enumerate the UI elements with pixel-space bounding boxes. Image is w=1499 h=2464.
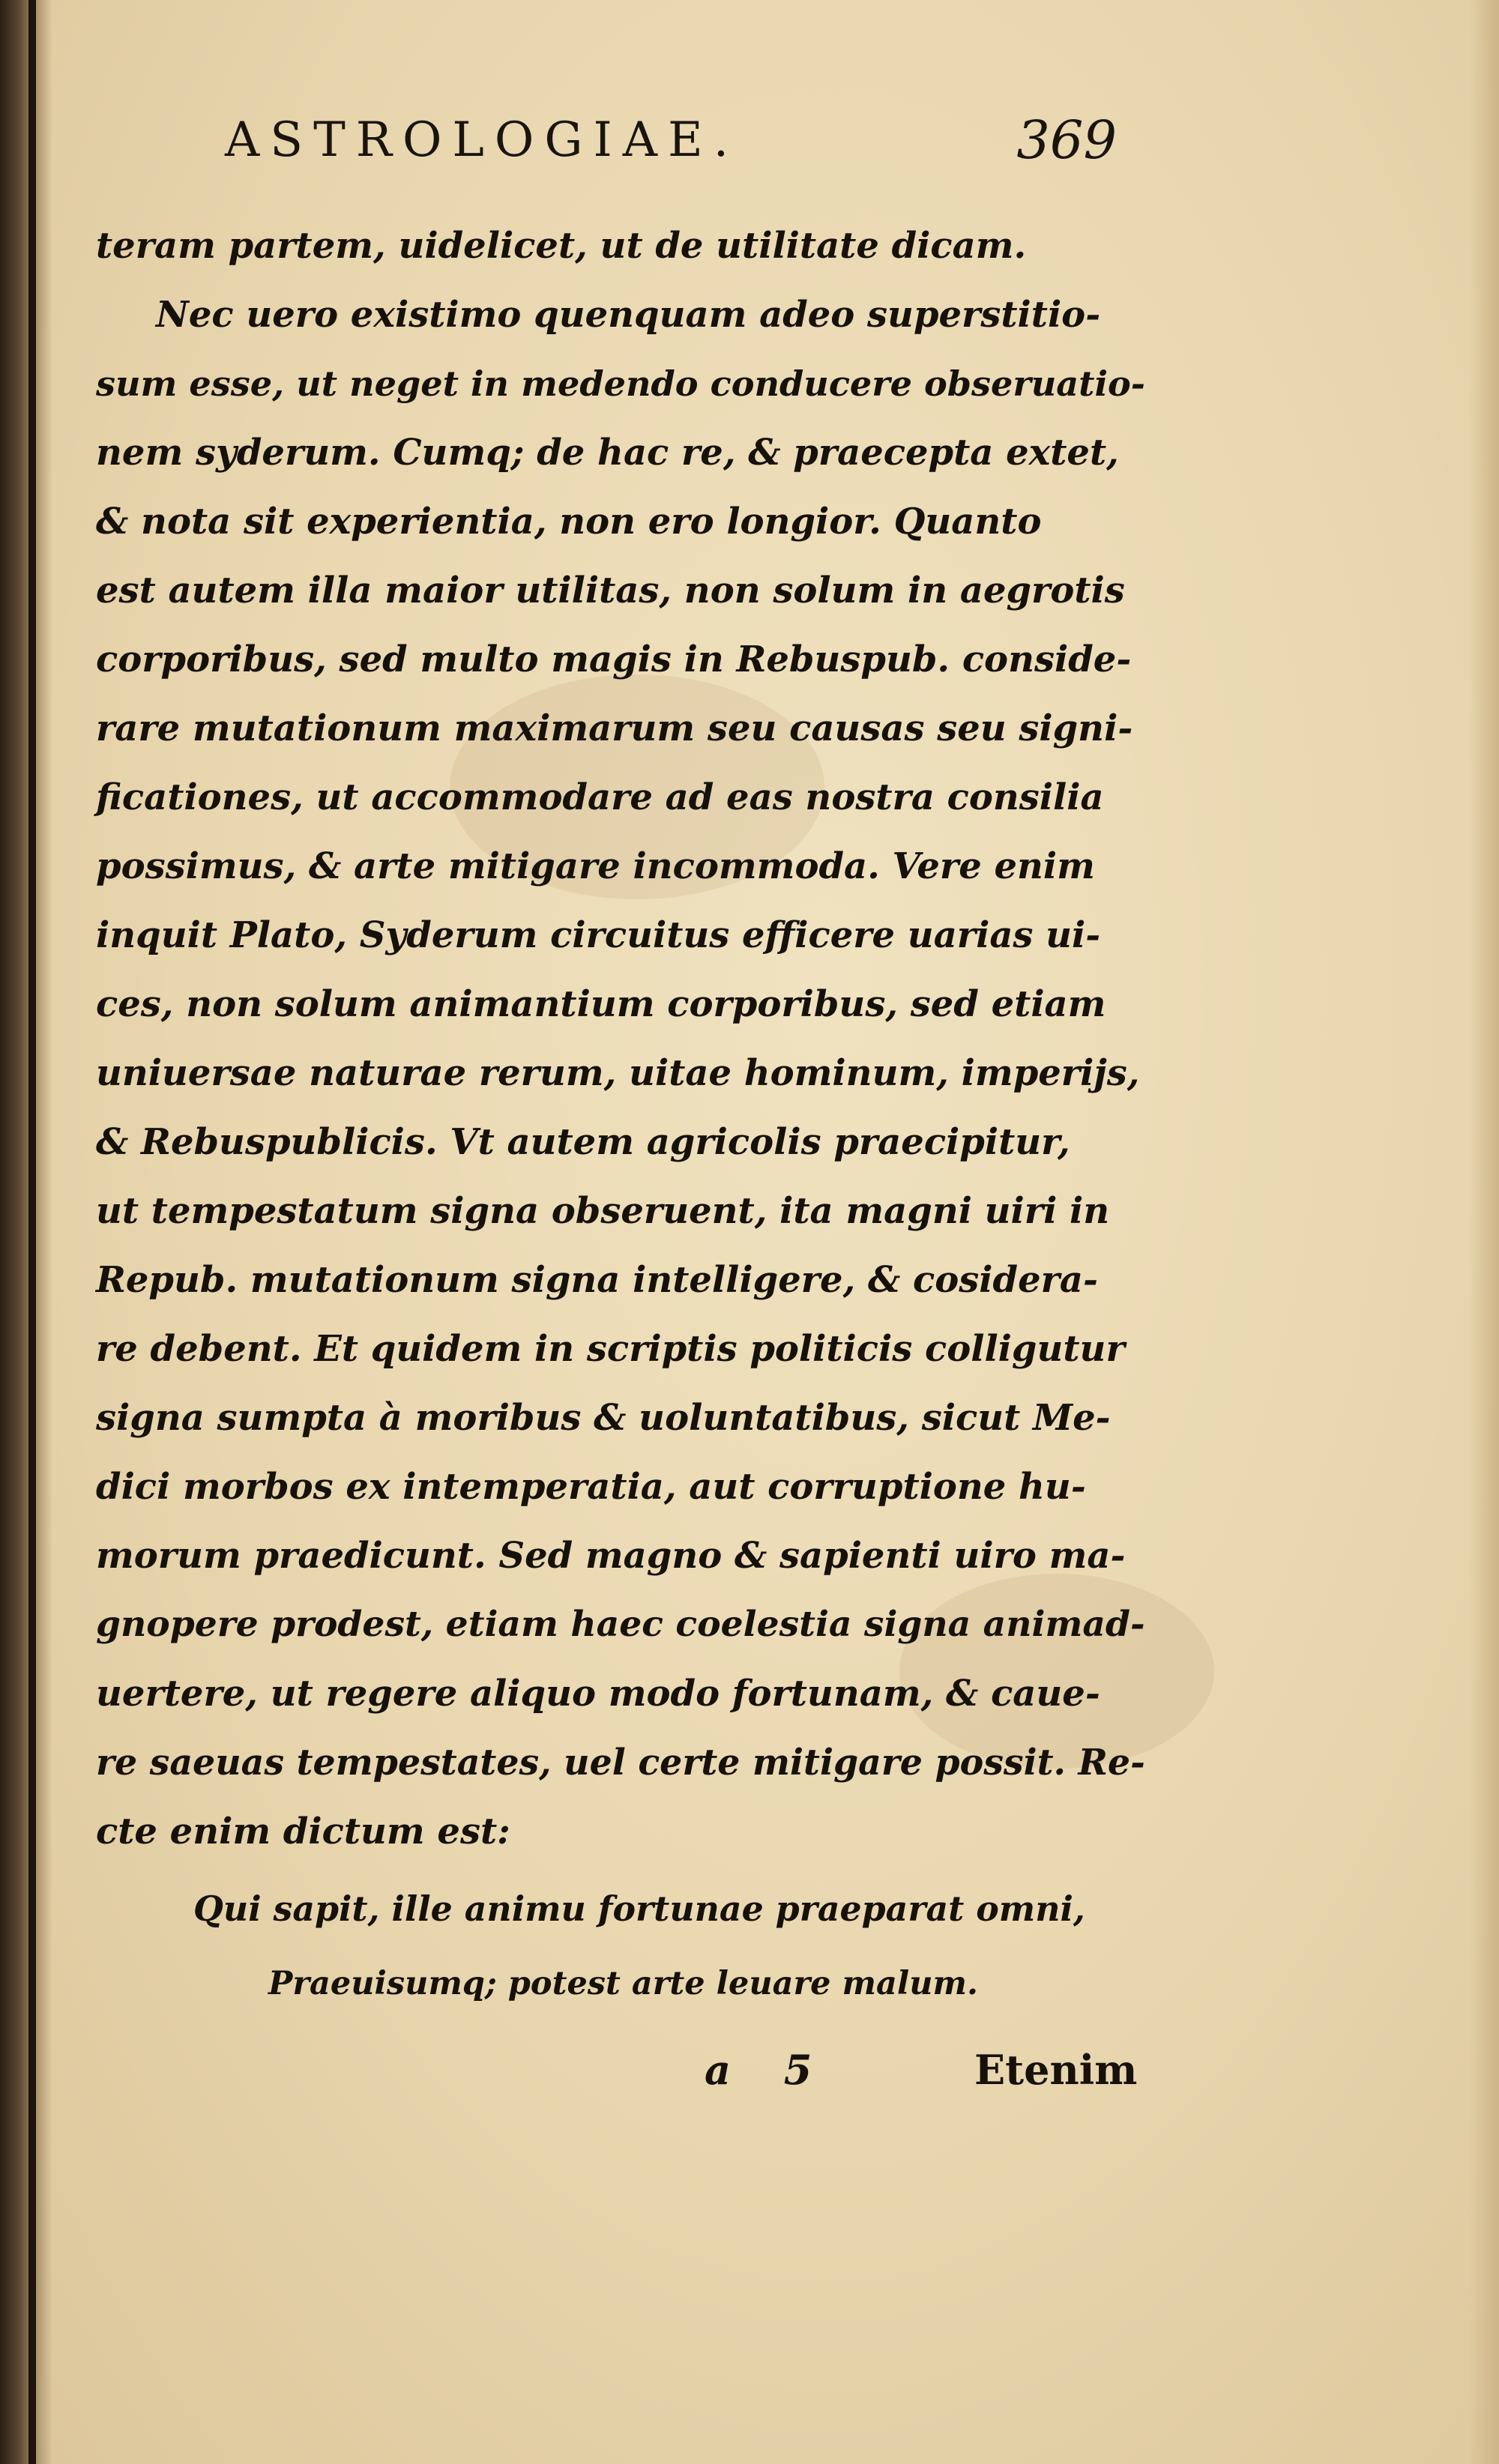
binding-gutter	[0, 0, 52, 2464]
text-line: signa sumpta à moribus & uoluntatibus, sicut Me-	[96, 1397, 1111, 1439]
body-text	[96, 211, 1145, 1866]
text-line: nem syderum. Cumq; de hac re, & praecepta extet,	[96, 432, 1119, 474]
verse-line: Qui sapit, ille animu fortunae praeparat omni,	[193, 1888, 1085, 1929]
text-line: ces, non solum animantium corporibus, sed etiam	[96, 983, 1106, 1025]
text-line: & Rebuspublicis. Vt autem agricolis praecipitur,	[96, 1121, 1070, 1163]
text-line: Nec uero existimo quenquam adeo superstitio-	[156, 294, 1101, 336]
running-head	[225, 109, 1117, 195]
catchword: Etenim	[974, 2046, 1138, 2094]
page-number: 369	[1016, 109, 1117, 171]
text-line: corporibus, sed multo magis in Rebuspub. conside-	[96, 638, 1132, 680]
text-line: teram partem, uidelicet, ut de utilitate dicam.	[96, 225, 1027, 267]
text-line: & nota sit experientia, non ero longior. Quanto	[96, 501, 1042, 543]
text-line: uniuersae naturae rerum, uitae hominum, imperijs,	[96, 1052, 1140, 1094]
text-line: uertere, ut regere aliquo modo fortunam, & caue-	[96, 1673, 1100, 1715]
text-line: morum praedicunt. Sed magno & sapienti uiro ma-	[96, 1535, 1126, 1577]
text-line: cte enim dictum est:	[96, 1811, 510, 1852]
running-title: ASTROLOGIAE.	[225, 112, 740, 168]
text-line: inquit Plato, Syderum circuitus efficere uarias ui-	[96, 914, 1101, 956]
binding-edge	[28, 0, 36, 2464]
text-line: dici morbos ex intemperatia, aut corruptione hu-	[96, 1466, 1086, 1508]
page-edge-shadow	[1469, 0, 1499, 2464]
verse-line: Praeuisumq; potest arte leuare malum.	[268, 1965, 978, 2002]
text-line: ut tempestatum signa obseruent, ita magni uiri in	[96, 1190, 1110, 1232]
text-line: rare mutationum maximarum seu causas seu signi-	[96, 707, 1133, 749]
text-line: est autem illa maior utilitas, non solum in aegrotis	[96, 570, 1125, 612]
text-line: re saeuas tempestates, uel certe mitigare possit. Re-	[96, 1742, 1145, 1784]
text-line: re debent. Et quidem in scriptis politicis colligutur	[96, 1328, 1125, 1370]
text-line: ficationes, ut accommodare ad eas nostra consilia	[96, 776, 1104, 818]
text-line: possimus, & arte mitigare incommoda. Vere enim	[96, 845, 1095, 887]
text-line: sum esse, ut neget in medendo conducere obseruatio-	[96, 363, 1145, 404]
text-line: gnopere prodest, etiam haec coelestia signa animad-	[96, 1604, 1145, 1645]
signature-mark: a 5	[705, 2046, 832, 2094]
text-line: Repub. mutationum signa intelligere, & cosidera-	[96, 1259, 1098, 1301]
